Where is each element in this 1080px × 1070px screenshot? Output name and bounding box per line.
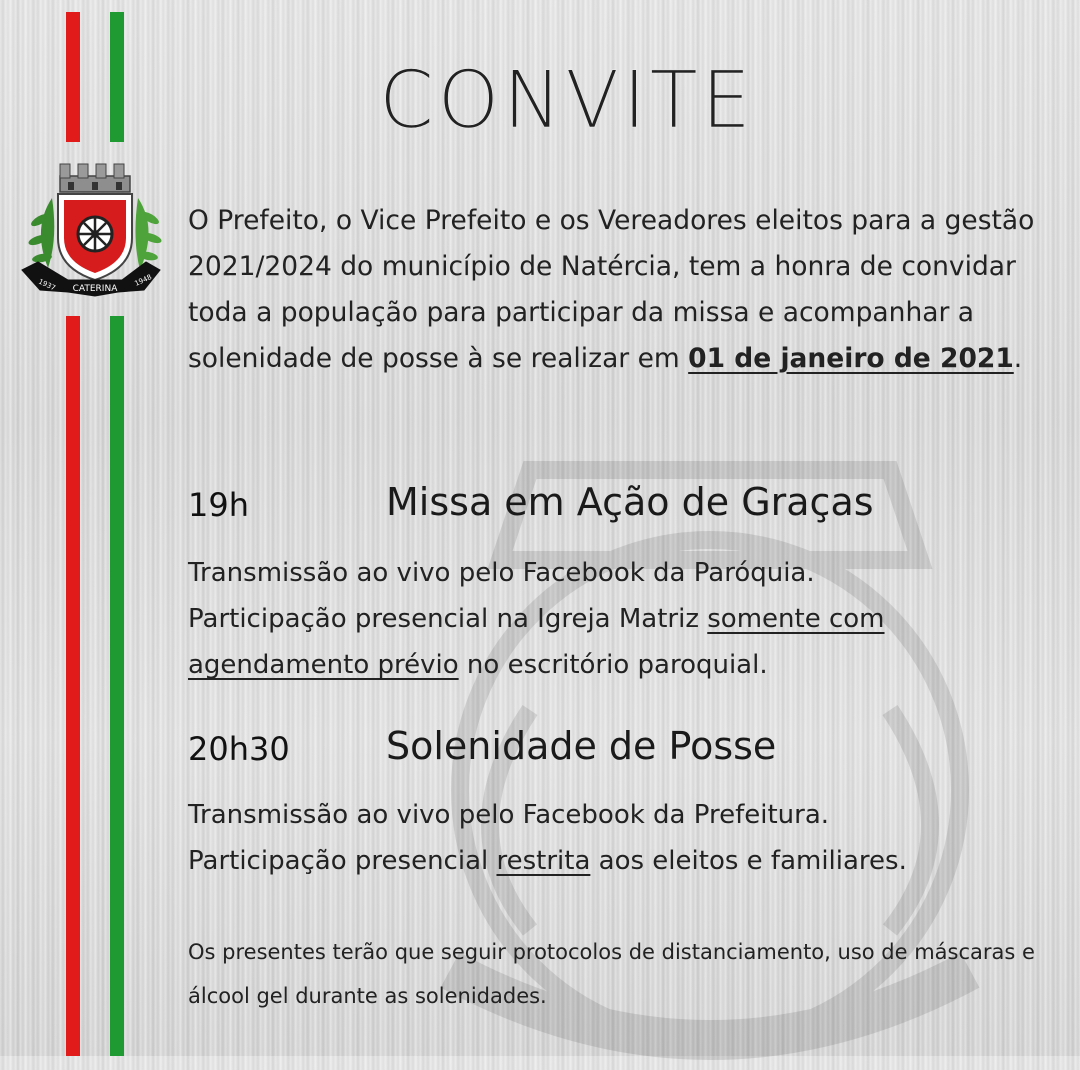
event-description-ceremony — [188, 792, 1068, 884]
ceremony-presence-post: aos eleitos e familiares. — [590, 846, 907, 876]
event-title-mass: Missa em Ação de Graças — [386, 480, 874, 524]
event-description-mass — [188, 550, 1068, 688]
ceremony-date: 01 de janeiro de 2021 — [688, 343, 1014, 374]
intro-paragraph — [188, 198, 1068, 382]
municipal-coat-of-arms — [18, 158, 164, 308]
ceremony-broadcast-line: Transmissão ao vivo pelo Facebook da Prefeitura. — [188, 800, 830, 830]
mass-broadcast-line: Transmissão ao vivo pelo Facebook da Paróquia. — [188, 558, 815, 588]
ribbon-year-left: 1937 — [37, 277, 57, 293]
intro-text: O Prefeito, o Vice Prefeito e os Vereadores eleitos para a gestão 2021/2024 do município de Natércia, tem a honra de convidar toda a população para participar da missa e acompanhar a solenidade de posse à se realizar em — [188, 205, 1035, 374]
red-stripe-bottom — [66, 316, 80, 1056]
sugarcane-right-icon — [135, 198, 162, 270]
mass-presence-emphasis: somente com agendamento prévio — [188, 604, 885, 680]
event-time-mass: 19h — [188, 486, 249, 524]
ribbon-year-right: 1948 — [133, 273, 154, 288]
intro-end: . — [1013, 343, 1023, 374]
mass-presence-pre: Participação presencial na Igreja Matriz — [188, 604, 708, 634]
wheel-icon — [78, 217, 112, 251]
crown-icon — [60, 164, 130, 192]
mass-presence-post: no escritório paroquial. — [458, 650, 768, 680]
event-time-ceremony: 20h30 — [188, 730, 290, 768]
page-title: CONVITE — [379, 56, 755, 146]
ribbon-label: CATERINA — [72, 284, 118, 294]
laurel-left-icon — [27, 198, 54, 268]
ceremony-presence-pre: Participação presencial — [188, 846, 497, 876]
green-stripe-bottom — [110, 316, 124, 1056]
ceremony-presence-emphasis: restrita — [496, 846, 591, 876]
protocol-note: Os presentes terão que seguir protocolos de distanciamento, uso de máscaras e álcool gel durante as solenidades. — [188, 940, 1035, 1008]
event-title-ceremony: Solenidade de Posse — [386, 724, 777, 768]
